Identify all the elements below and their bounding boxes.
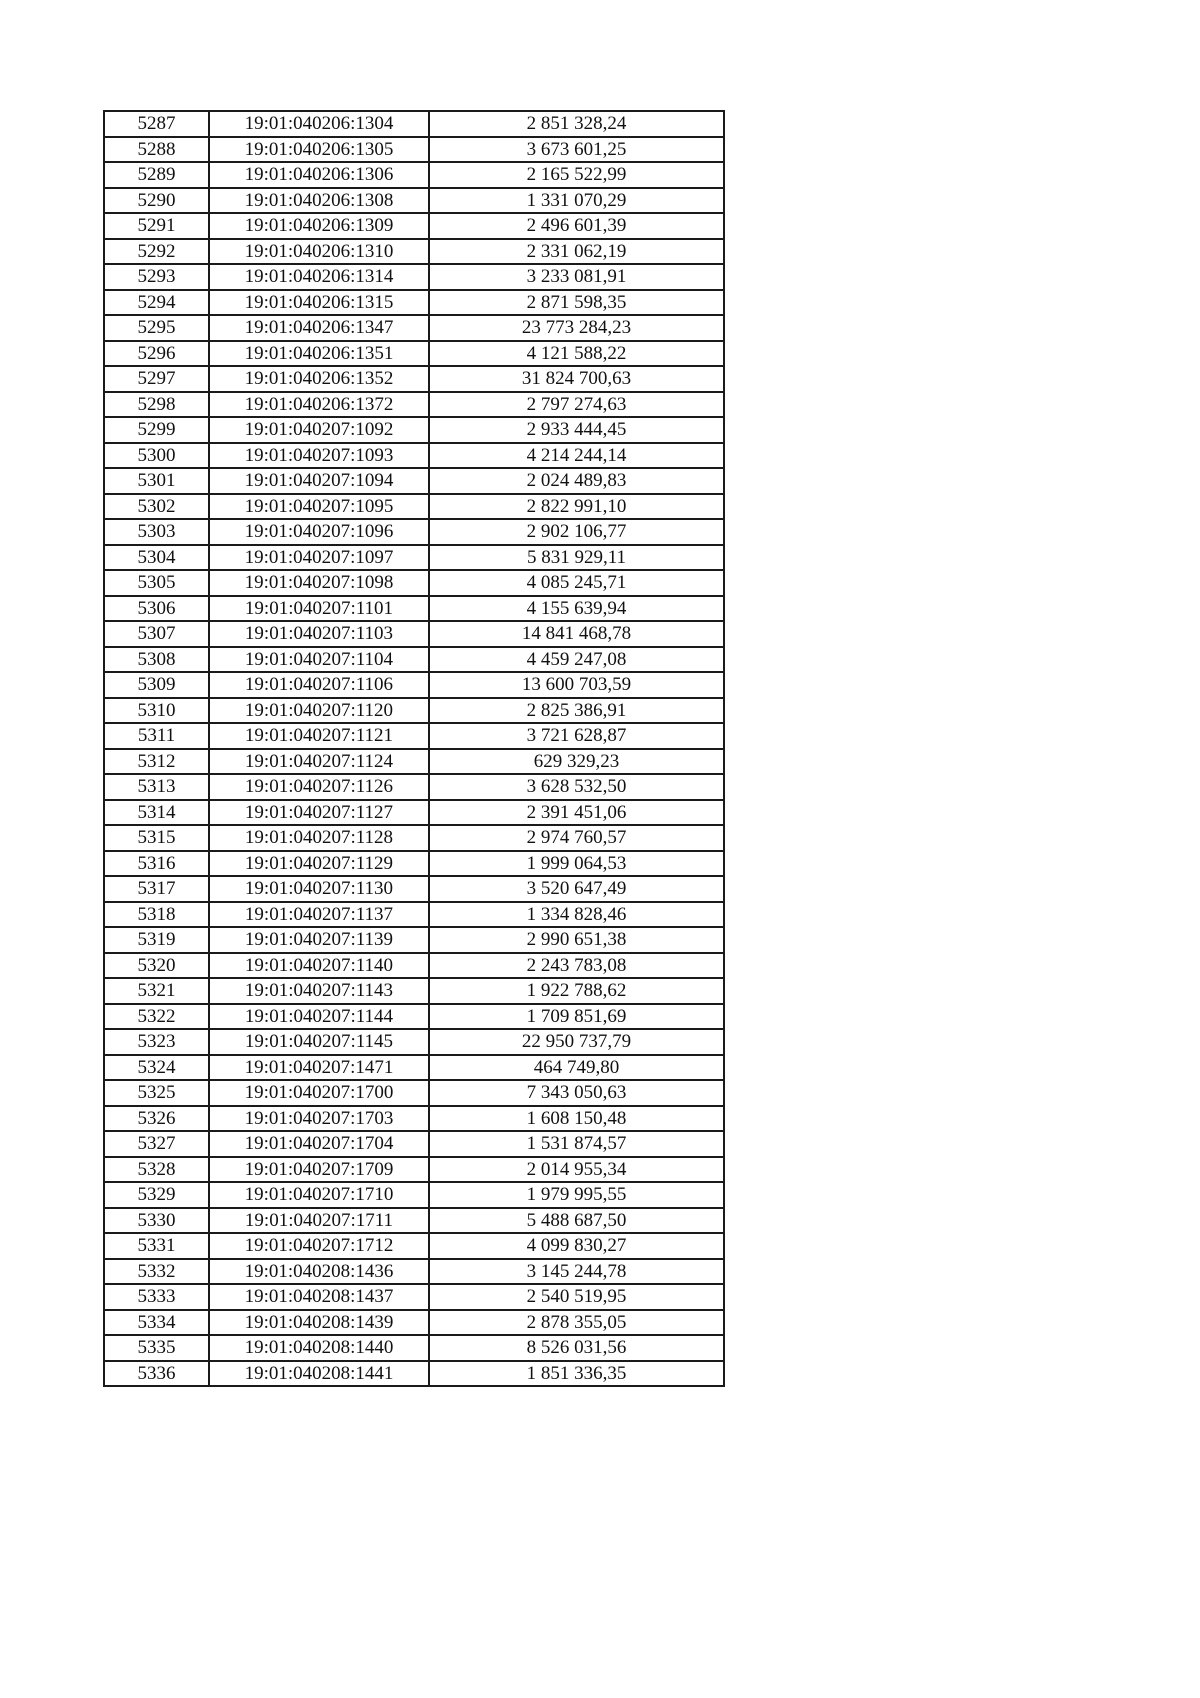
cadastral-value-cell: 31 824 700,63 — [429, 366, 724, 392]
row-number-cell: 5333 — [104, 1284, 209, 1310]
cadastral-value-cell: 1 922 788,62 — [429, 978, 724, 1004]
table-row — [104, 825, 724, 851]
row-number-cell: 5289 — [104, 162, 209, 188]
row-number-cell: 5299 — [104, 417, 209, 443]
cadastral-number-cell: 19:01:040207:1092 — [209, 417, 429, 443]
row-number-cell: 5295 — [104, 315, 209, 341]
cadastral-value-cell: 1 531 874,57 — [429, 1131, 724, 1157]
cadastral-number-cell: 19:01:040207:1101 — [209, 596, 429, 622]
row-number-cell: 5287 — [104, 111, 209, 137]
cadastral-number-cell: 19:01:040207:1143 — [209, 978, 429, 1004]
cadastral-value-cell: 2 851 328,24 — [429, 111, 724, 137]
table-row — [104, 443, 724, 469]
table-row — [104, 1182, 724, 1208]
table-row — [104, 927, 724, 953]
table-row — [104, 1157, 724, 1183]
cadastral-value-cell: 22 950 737,79 — [429, 1029, 724, 1055]
table-row — [104, 1259, 724, 1285]
row-number-cell: 5305 — [104, 570, 209, 596]
table-row — [104, 290, 724, 316]
row-number-cell: 5293 — [104, 264, 209, 290]
row-number-cell: 5325 — [104, 1080, 209, 1106]
cadastral-value-cell: 4 459 247,08 — [429, 647, 724, 673]
cadastral-number-cell: 19:01:040207:1137 — [209, 902, 429, 928]
table-row — [104, 1208, 724, 1234]
cadastral-number-cell: 19:01:040208:1436 — [209, 1259, 429, 1285]
table-row — [104, 570, 724, 596]
cadastral-number-cell: 19:01:040207:1121 — [209, 723, 429, 749]
table-row — [104, 188, 724, 214]
cadastral-number-cell: 19:01:040207:1703 — [209, 1106, 429, 1132]
cadastral-value-cell: 2 331 062,19 — [429, 239, 724, 265]
row-number-cell: 5321 — [104, 978, 209, 1004]
cadastral-value-cell: 3 721 628,87 — [429, 723, 724, 749]
row-number-cell: 5324 — [104, 1055, 209, 1081]
table-body — [104, 111, 724, 1386]
cadastral-number-cell: 19:01:040207:1144 — [209, 1004, 429, 1030]
table-row — [104, 596, 724, 622]
row-number-cell: 5303 — [104, 519, 209, 545]
cadastral-value-cell: 5 831 929,11 — [429, 545, 724, 571]
cadastral-value-cell: 3 673 601,25 — [429, 137, 724, 163]
table-row — [104, 366, 724, 392]
cadastral-number-cell: 19:01:040207:1104 — [209, 647, 429, 673]
row-number-cell: 5320 — [104, 953, 209, 979]
cadastral-value-cell: 2 540 519,95 — [429, 1284, 724, 1310]
table-row — [104, 468, 724, 494]
cadastral-number-cell: 19:01:040207:1124 — [209, 749, 429, 775]
cadastral-value-cell: 7 343 050,63 — [429, 1080, 724, 1106]
cadastral-value-cell: 2 797 274,63 — [429, 392, 724, 418]
cadastral-value-cell: 1 851 336,35 — [429, 1361, 724, 1387]
table-row — [104, 239, 724, 265]
cadastral-value-cell: 3 520 647,49 — [429, 876, 724, 902]
cadastral-number-cell: 19:01:040207:1130 — [209, 876, 429, 902]
table-row — [104, 749, 724, 775]
cadastral-value-cell: 4 121 588,22 — [429, 341, 724, 367]
table-row — [104, 519, 724, 545]
cadastral-value-cell: 4 155 639,94 — [429, 596, 724, 622]
table-row — [104, 137, 724, 163]
cadastral-value-cell: 1 331 070,29 — [429, 188, 724, 214]
cadastral-number-cell: 19:01:040208:1441 — [209, 1361, 429, 1387]
cadastral-number-cell: 19:01:040206:1347 — [209, 315, 429, 341]
cadastral-number-cell: 19:01:040207:1097 — [209, 545, 429, 571]
table-row — [104, 417, 724, 443]
cadastral-number-cell: 19:01:040207:1712 — [209, 1233, 429, 1259]
cadastral-value-cell: 2 391 451,06 — [429, 800, 724, 826]
cadastral-number-cell: 19:01:040207:1103 — [209, 621, 429, 647]
table-row — [104, 774, 724, 800]
row-number-cell: 5309 — [104, 672, 209, 698]
cadastral-number-cell: 19:01:040206:1352 — [209, 366, 429, 392]
table-row — [104, 1106, 724, 1132]
cadastral-number-cell: 19:01:040206:1315 — [209, 290, 429, 316]
cadastral-value-cell: 1 334 828,46 — [429, 902, 724, 928]
cadastral-number-cell: 19:01:040206:1351 — [209, 341, 429, 367]
table-row — [104, 1004, 724, 1030]
row-number-cell: 5304 — [104, 545, 209, 571]
table-row — [104, 1310, 724, 1336]
row-number-cell: 5297 — [104, 366, 209, 392]
cadastral-value-cell: 2 902 106,77 — [429, 519, 724, 545]
table-row — [104, 315, 724, 341]
cadastral-value-cell: 2 165 522,99 — [429, 162, 724, 188]
table-row — [104, 1055, 724, 1081]
cadastral-value-cell: 13 600 703,59 — [429, 672, 724, 698]
cadastral-number-cell: 19:01:040206:1372 — [209, 392, 429, 418]
table-row — [104, 672, 724, 698]
row-number-cell: 5292 — [104, 239, 209, 265]
cadastral-number-cell: 19:01:040206:1308 — [209, 188, 429, 214]
row-number-cell: 5290 — [104, 188, 209, 214]
table-row — [104, 647, 724, 673]
row-number-cell: 5323 — [104, 1029, 209, 1055]
row-number-cell: 5313 — [104, 774, 209, 800]
row-number-cell: 5335 — [104, 1335, 209, 1361]
cadastral-number-cell: 19:01:040207:1126 — [209, 774, 429, 800]
cadastral-number-cell: 19:01:040207:1106 — [209, 672, 429, 698]
row-number-cell: 5322 — [104, 1004, 209, 1030]
table-row — [104, 111, 724, 137]
cadastral-number-cell: 19:01:040207:1094 — [209, 468, 429, 494]
cadastral-number-cell: 19:01:040207:1711 — [209, 1208, 429, 1234]
row-number-cell: 5302 — [104, 494, 209, 520]
cadastral-value-cell: 1 999 064,53 — [429, 851, 724, 877]
table-row — [104, 1131, 724, 1157]
row-number-cell: 5330 — [104, 1208, 209, 1234]
cadastral-value-cell: 3 145 244,78 — [429, 1259, 724, 1285]
cadastral-value-cell: 14 841 468,78 — [429, 621, 724, 647]
table-row — [104, 876, 724, 902]
cadastral-number-cell: 19:01:040207:1471 — [209, 1055, 429, 1081]
cadastral-value-cell: 4 085 245,71 — [429, 570, 724, 596]
cadastral-value-cell: 8 526 031,56 — [429, 1335, 724, 1361]
row-number-cell: 5306 — [104, 596, 209, 622]
cadastral-number-cell: 19:01:040206:1309 — [209, 213, 429, 239]
table-row — [104, 621, 724, 647]
table-row — [104, 392, 724, 418]
table-row — [104, 953, 724, 979]
row-number-cell: 5294 — [104, 290, 209, 316]
row-number-cell: 5312 — [104, 749, 209, 775]
row-number-cell: 5328 — [104, 1157, 209, 1183]
table-row — [104, 545, 724, 571]
table-row — [104, 1361, 724, 1387]
row-number-cell: 5291 — [104, 213, 209, 239]
cadastral-value-cell: 2 014 955,34 — [429, 1157, 724, 1183]
cadastral-number-cell: 19:01:040206:1305 — [209, 137, 429, 163]
table-row — [104, 213, 724, 239]
cadastral-value-cell: 1 979 995,55 — [429, 1182, 724, 1208]
cadastral-number-cell: 19:01:040207:1700 — [209, 1080, 429, 1106]
row-number-cell: 5334 — [104, 1310, 209, 1336]
table-row — [104, 1233, 724, 1259]
cadastral-value-table — [103, 110, 725, 1387]
cadastral-value-cell: 3 628 532,50 — [429, 774, 724, 800]
cadastral-number-cell: 19:01:040207:1120 — [209, 698, 429, 724]
row-number-cell: 5315 — [104, 825, 209, 851]
table-row — [104, 1284, 724, 1310]
cadastral-number-cell: 19:01:040207:1145 — [209, 1029, 429, 1055]
cadastral-value-cell: 1 709 851,69 — [429, 1004, 724, 1030]
row-number-cell: 5319 — [104, 927, 209, 953]
table-row — [104, 851, 724, 877]
row-number-cell: 5296 — [104, 341, 209, 367]
cadastral-value-cell: 2 974 760,57 — [429, 825, 724, 851]
row-number-cell: 5316 — [104, 851, 209, 877]
cadastral-number-cell: 19:01:040207:1709 — [209, 1157, 429, 1183]
cadastral-value-cell: 2 990 651,38 — [429, 927, 724, 953]
row-number-cell: 5332 — [104, 1259, 209, 1285]
cadastral-number-cell: 19:01:040207:1139 — [209, 927, 429, 953]
cadastral-value-cell: 464 749,80 — [429, 1055, 724, 1081]
cadastral-value-cell: 2 024 489,83 — [429, 468, 724, 494]
cadastral-value-cell: 23 773 284,23 — [429, 315, 724, 341]
table-row — [104, 1029, 724, 1055]
row-number-cell: 5311 — [104, 723, 209, 749]
row-number-cell: 5326 — [104, 1106, 209, 1132]
cadastral-value-cell: 2 825 386,91 — [429, 698, 724, 724]
cadastral-number-cell: 19:01:040207:1093 — [209, 443, 429, 469]
table-row — [104, 698, 724, 724]
row-number-cell: 5314 — [104, 800, 209, 826]
cadastral-number-cell: 19:01:040207:1098 — [209, 570, 429, 596]
row-number-cell: 5318 — [104, 902, 209, 928]
cadastral-value-cell: 2 878 355,05 — [429, 1310, 724, 1336]
table-row — [104, 800, 724, 826]
cadastral-number-cell: 19:01:040207:1095 — [209, 494, 429, 520]
cadastral-value-cell: 3 233 081,91 — [429, 264, 724, 290]
row-number-cell: 5300 — [104, 443, 209, 469]
table-row — [104, 162, 724, 188]
cadastral-number-cell: 19:01:040208:1437 — [209, 1284, 429, 1310]
cadastral-value-cell: 5 488 687,50 — [429, 1208, 724, 1234]
row-number-cell: 5329 — [104, 1182, 209, 1208]
row-number-cell: 5310 — [104, 698, 209, 724]
table-row — [104, 341, 724, 367]
cadastral-number-cell: 19:01:040206:1306 — [209, 162, 429, 188]
cadastral-number-cell: 19:01:040207:1704 — [209, 1131, 429, 1157]
cadastral-number-cell: 19:01:040206:1304 — [209, 111, 429, 137]
cadastral-number-cell: 19:01:040207:1710 — [209, 1182, 429, 1208]
table-row — [104, 494, 724, 520]
cadastral-value-cell: 4 099 830,27 — [429, 1233, 724, 1259]
table-row — [104, 723, 724, 749]
cadastral-number-cell: 19:01:040208:1439 — [209, 1310, 429, 1336]
row-number-cell: 5307 — [104, 621, 209, 647]
cadastral-number-cell: 19:01:040206:1310 — [209, 239, 429, 265]
table-row — [104, 1080, 724, 1106]
row-number-cell: 5317 — [104, 876, 209, 902]
table-row — [104, 1335, 724, 1361]
row-number-cell: 5288 — [104, 137, 209, 163]
cadastral-number-cell: 19:01:040207:1096 — [209, 519, 429, 545]
row-number-cell: 5336 — [104, 1361, 209, 1387]
row-number-cell: 5331 — [104, 1233, 209, 1259]
row-number-cell: 5298 — [104, 392, 209, 418]
cadastral-value-cell: 2 243 783,08 — [429, 953, 724, 979]
cadastral-number-cell: 19:01:040207:1127 — [209, 800, 429, 826]
table-row — [104, 902, 724, 928]
cadastral-value-cell: 1 608 150,48 — [429, 1106, 724, 1132]
table-row — [104, 978, 724, 1004]
cadastral-number-cell: 19:01:040207:1140 — [209, 953, 429, 979]
cadastral-value-cell: 2 822 991,10 — [429, 494, 724, 520]
cadastral-value-cell: 2 871 598,35 — [429, 290, 724, 316]
cadastral-number-cell: 19:01:040206:1314 — [209, 264, 429, 290]
cadastral-value-cell: 2 933 444,45 — [429, 417, 724, 443]
cadastral-number-cell: 19:01:040208:1440 — [209, 1335, 429, 1361]
row-number-cell: 5308 — [104, 647, 209, 673]
cadastral-value-cell: 4 214 244,14 — [429, 443, 724, 469]
row-number-cell: 5327 — [104, 1131, 209, 1157]
row-number-cell: 5301 — [104, 468, 209, 494]
cadastral-number-cell: 19:01:040207:1129 — [209, 851, 429, 877]
cadastral-number-cell: 19:01:040207:1128 — [209, 825, 429, 851]
cadastral-value-cell: 2 496 601,39 — [429, 213, 724, 239]
table-row — [104, 264, 724, 290]
cadastral-value-cell: 629 329,23 — [429, 749, 724, 775]
